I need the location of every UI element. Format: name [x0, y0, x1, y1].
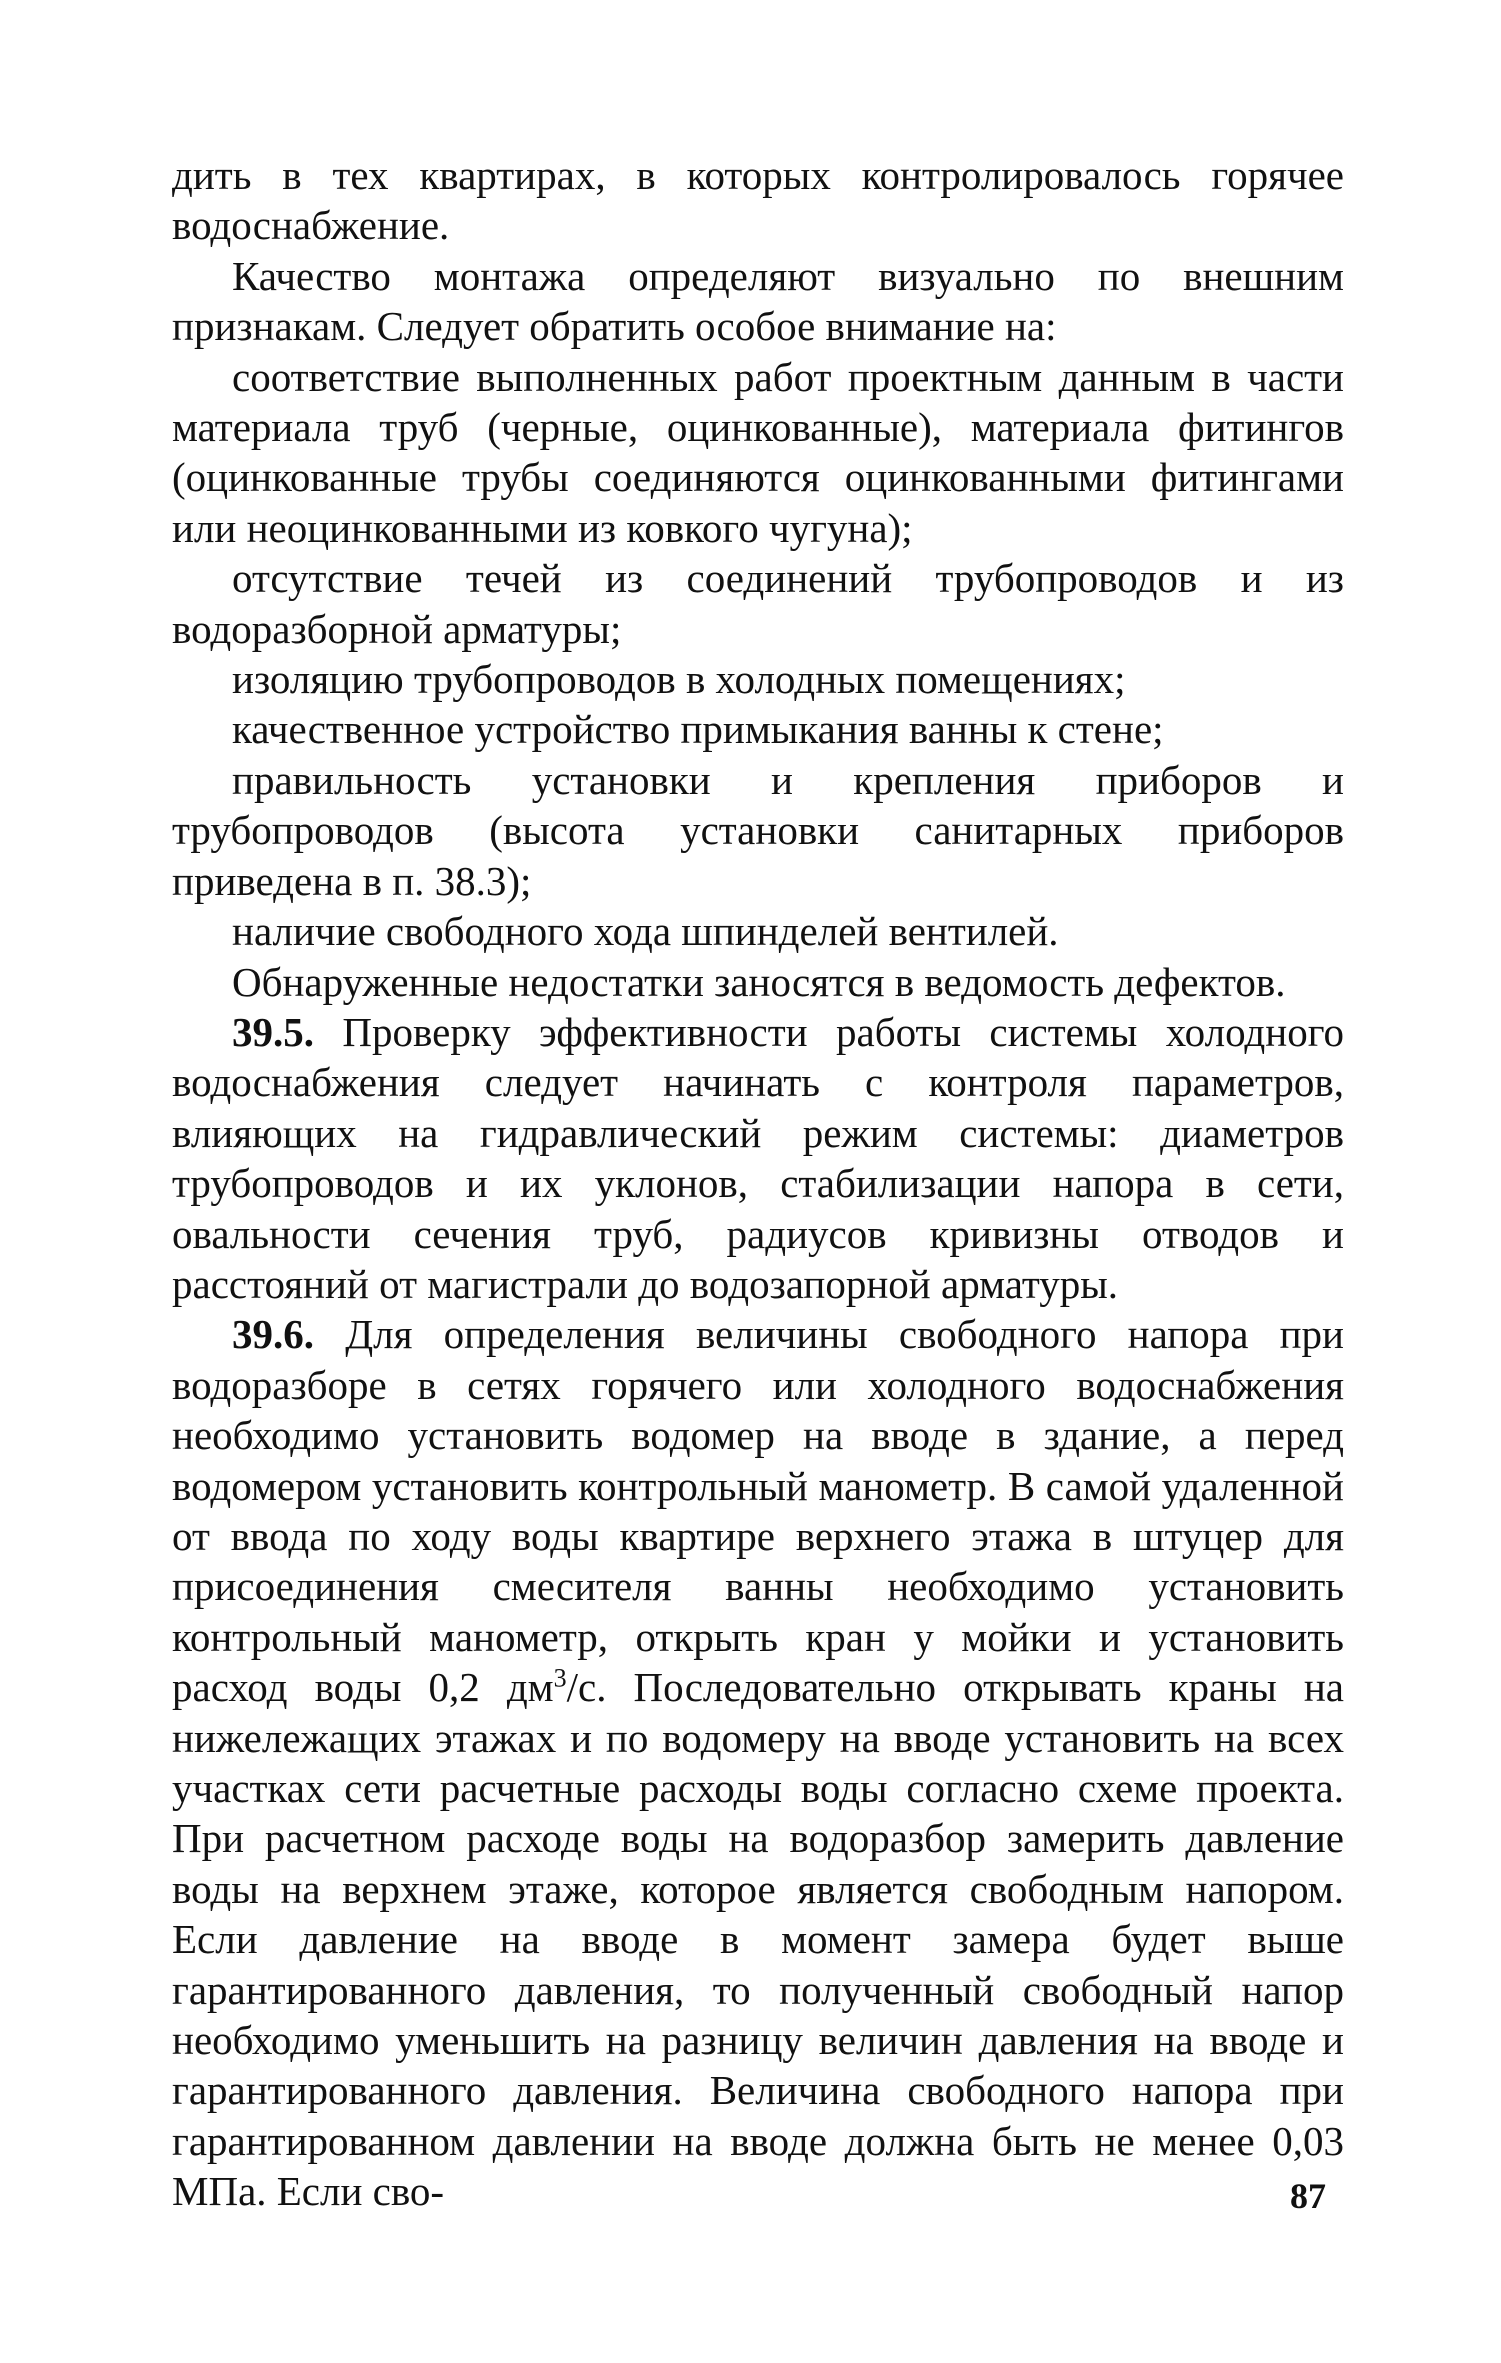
section-39-5 [172, 1007, 1344, 1309]
section-number-39-6: 39.6. [232, 1311, 314, 1358]
section-text-39-6-part2: /с. Последовательно открывать краны на нижележащих этажах и по водомеру на вводе установить на всех участках сети расчетные расходы воды согласно схеме проекта. При расчетном расходе воды на водоразбор замерить давление воды на верхнем этаже, которое является свободным напором. Если давление на вводе в момент замера будет выше гарантированного давления, то полученный свободный напор необходимо уменьшить на разницу величин давления на вводе и гарантированного давления. Величина свободного напора при гарантированном давлении на вводе должна быть не менее 0,03 МПа. Если сво- [172, 1664, 1344, 2215]
paragraph-defects-record: Обнаруженные недостатки заносятся в ведомость дефектов. [232, 958, 1286, 1005]
page-number: 87 [1290, 2176, 1326, 2216]
paragraph-installation-quality: Качество монтажа определяют визуально по внешним признакам. Следует обратить особое внимание на: [172, 252, 1344, 350]
page-body [172, 150, 1344, 2217]
paragraph-pipe-materials: соответствие выполненных работ проектным данным в части материала труб (черные, оцинкованные), материала фитингов (оцинкованные трубы соединяются оцинкованными фитингами или неоцинкованными из ковкого чугуна); [172, 353, 1344, 551]
section-text-39-6-part1: Для определения величины свободного напора при водоразборе в сетях горячего или холодного водоснабжения необходимо установить водомер на вводе в здание, а перед водомером установить контрольный манометр. В самой удаленной от ввода по ходу воды квартире верхнего этажа в штуцер для присоединения смесителя ванны необходимо установить контрольный манометр, открыть кран у мойки и установить расход воды 0,2 дм [172, 1311, 1344, 1711]
paragraph-no-leaks: отсутствие течей из соединений трубопроводов и из водоразборной арматуры; [172, 555, 1344, 652]
paragraph-pipe-insulation: изоляцию трубопроводов в холодных помещениях; [232, 656, 1126, 703]
paragraph-bathtub-junction: качественное устройство примыкания ванны к стене; [232, 706, 1164, 753]
paragraph-valve-spindles: наличие свободного хода шпинделей вентилей. [232, 908, 1059, 955]
section-39-6 [172, 1309, 1344, 2216]
section-number-39-5: 39.5. [232, 1008, 314, 1055]
paragraph-hot-water-continuation: дить в тех квартирах, в которых контролировалось горячее водоснабжение. [172, 152, 1344, 249]
paragraph-fixture-mounting: правильность установки и крепления приборов и трубопроводов (высота установки санитарных приборов приведена в п. 38.3); [172, 756, 1344, 904]
section-text-39-5: Проверку эффективности работы системы холодного водоснабжения следует начинать с контроля параметров, влияющих на гидравлический режим системы: диаметров трубопроводов и их уклонов, стабилизации напора в сети, овальности сечения труб, радиусов кривизны отводов и расстояний от магистрали до водозапорной арматуры. [172, 1008, 1344, 1307]
superscript-cube: 3 [553, 1663, 567, 1693]
